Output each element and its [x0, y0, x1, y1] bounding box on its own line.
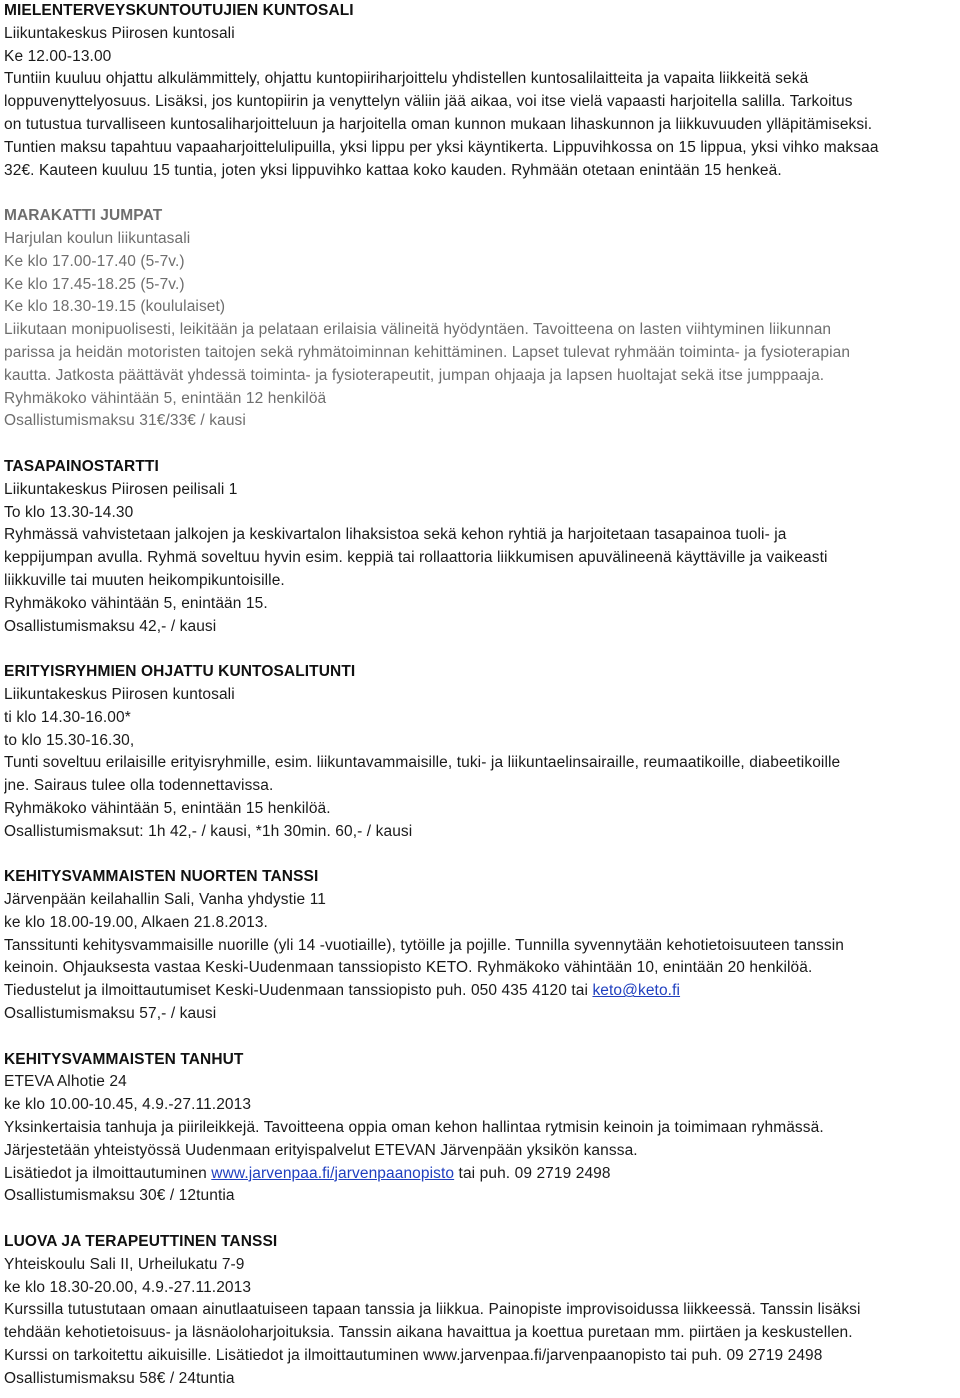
description-line: Tuntiin kuuluu ohjattu alkulämmittely, ohjattu kuntopiiriharjoittelu yhdistellen kuntosalilaitteita ja vapaita liikkeitä sekä	[4, 70, 809, 88]
contact-text: Tiedustelut ja ilmoittautumiset Keski-Uudenmaan tanssiopisto puh. 050 435 4120 tai	[4, 982, 593, 1000]
description-line: Kurssilla tutustutaan omaan ainutlaatuiseen tapaan tanssia ja liikkua. Painopiste improvisoidussa liikkeessä. Tanssin lisäksi	[4, 1301, 861, 1319]
description-line: kautta. Jatkosta päättävät yhdessä toiminta- ja fysioterapeutit, jumpan ohjaaja ja lapsen huoltajat sekä itse jumppaaja.	[4, 366, 825, 384]
contact-line	[4, 980, 956, 1003]
info-phone: tai puh. 09 2719 2498	[454, 1164, 611, 1182]
description-line: keinoin. Ohjauksesta vastaa Keski-Uudenmaan tanssiopisto KETO. Ryhmäkoko vähintään 10, enintään 20 henkilöä.	[4, 959, 813, 977]
section-mielenterveyskuntoutujien-kuntosali	[4, 0, 956, 182]
section-title: LUOVA JA TERAPEUTTINEN TANSSI	[4, 1233, 278, 1251]
section-kehitysvammaisten-tanhut	[4, 1049, 956, 1209]
section-time: To klo 13.30-14.30	[4, 503, 134, 521]
description-line: Yksinkertaisia tanhuja ja piirileikkejä. Tavoitteena oppia oman kehon hallintaa rytmisin keinoin ja toimimaan ryhmässä.	[4, 1119, 824, 1137]
description-line: on tutustua turvalliseen kuntosaliharjoitteluun ja harjoitella oman kunnon mukaan lihaskunnon ja liikkuvuuden ylläpitämiseksi.	[4, 115, 873, 133]
email-link[interactable]: keto@keto.fi	[592, 982, 681, 1000]
spacer	[4, 182, 956, 205]
spacer	[4, 638, 956, 661]
description-line: Järjestetään yhteistyössä Uudenmaan erityispalvelut ETEVAN Järvenpään yksikön kanssa.	[4, 1141, 638, 1159]
spacer	[4, 433, 956, 456]
fee: Osallistumismaksu 42,- / kausi	[4, 617, 217, 635]
section-time: Ke 12.00-13.00	[4, 47, 112, 65]
description-line: liikkuville tai muuten heikompikuntoisille.	[4, 571, 285, 589]
section-title: KEHITYSVAMMAISTEN NUORTEN TANSSI	[4, 868, 319, 886]
info-text: Lisätiedot ja ilmoittautuminen	[4, 1164, 212, 1182]
section-title: MARAKATTI JUMPAT	[4, 207, 163, 225]
spacer	[4, 1208, 956, 1231]
description-line: Ryhmässä vahvistetaan jalkojen ja keskivartalon lihaksistoa sekä kehon ryhtiä ja harjoitetaan tasapainoa tuoli- ja	[4, 526, 787, 544]
section-luova-ja-terapeuttinen-tanssi	[4, 1231, 956, 1391]
description-line: Kurssi on tarkoitettu aikuisille. Lisätiedot ja ilmoittautuminen www.jarvenpaa.fi/jarvenpaanopisto tai puh. 09 2719 2498	[4, 1347, 823, 1365]
section-title: KEHITYSVAMMAISTEN TANHUT	[4, 1050, 244, 1068]
description-line: Tanssitunti kehitysvammaisille nuorille (yli 14 -vuotiaille), tytöille ja pojille. Tunnilla syvennytään kehotietoisuuteen tanssin	[4, 936, 844, 954]
description-line: jne. Sairaus tulee olla todennettavissa.	[4, 777, 274, 795]
section-time: ke klo 10.00-10.45, 4.9.-27.11.2013	[4, 1096, 252, 1114]
description-line: 32€. Kauteen kuuluu 15 tuntia, joten yksi lippuvihko kattaa koko kauden. Ryhmään otetaan enintään 15 henkeä.	[4, 161, 782, 179]
description-line: loppuvenyttelyosuus. Lisäksi, jos kuntopiirin ja venyttelyn väliin jää aikaa, voi itse vielä vapaasti harjoitella salilla. Tarkoitus	[4, 93, 853, 111]
description-line: parissa ja heidän motoristen taitojen sekä ryhmätoiminnan kehittäminen. Lapset tulevat ryhmään toiminta- ja fysioterapian	[4, 343, 851, 361]
description-line: Liikutaan monipuolisesti, leikitään ja pelataan erilaisia välineitä hyödyntäen. Tavoitteena on lasten viihtyminen liikunnan	[4, 321, 832, 339]
fee: Osallistumismaksu 31€/33€ / kausi	[4, 412, 246, 430]
section-time: ke klo 18.30-20.00, 4.9.-27.11.2013	[4, 1278, 252, 1296]
section-title: MIELENTERVEYSKUNTOUTUJIEN KUNTOSALI	[4, 2, 354, 19]
section-place: Liikuntakeskus Piirosen peilisali 1	[4, 480, 238, 498]
section-time: ti klo 14.30-16.00*	[4, 708, 131, 726]
section-tasapainostartti	[4, 456, 956, 638]
description-line: Tunti soveltuu erilaisille erityisryhmille, esim. liikuntavammaisille, tuki- ja liikuntaelinsairaille, reumaatikoille, diabeetikoille	[4, 754, 841, 772]
section-place: ETEVA Alhotie 24	[4, 1073, 127, 1091]
section-place: Järvenpään keilahallin Sali, Vanha yhdystie 11	[4, 891, 326, 909]
section-marakatti-jumpat	[4, 205, 956, 433]
section-time: to klo 15.30-16.30,	[4, 731, 135, 749]
description-line: Tuntien maksu tapahtuu vapaaharjoittelulipuilla, yksi lippu per yksi käyntikerta. Lippuvihkossa on 15 lippua, yksi vihko maksaa	[4, 138, 879, 156]
fee: Osallistumismaksu 30€ / 12tuntia	[4, 1187, 235, 1205]
description-line: keppijumpan avulla. Ryhmä soveltuu hyvin esim. keppiä tai rollaattoria liikkumisen apuvälineenä käyttäville ja vaikeasti	[4, 549, 828, 567]
description-line: tehdään kehotietoisuus- ja läsnäoloharjoituksia. Tanssin aikana havaittua ja koettua puretaan mm. piirtäen ja keskustellen.	[4, 1324, 853, 1342]
section-kehitysvammaisten-nuorten-tanssi	[4, 866, 956, 1026]
fee: Osallistumismaksut: 1h 42,- / kausi, *1h 30min. 60,- / kausi	[4, 822, 413, 840]
section-place: Liikuntakeskus Piirosen kuntosali	[4, 24, 235, 42]
spacer	[4, 843, 956, 866]
section-title: ERITYISRYHMIEN OHJATTU KUNTOSALITUNTI	[4, 663, 356, 681]
section-time: Ke klo 17.00-17.40 (5-7v.)	[4, 252, 185, 270]
group-size: Ryhmäkoko vähintään 5, enintään 15 henkilöä.	[4, 799, 331, 817]
website-link[interactable]: www.jarvenpaa.fi/jarvenpaanopisto	[211, 1164, 455, 1182]
info-line	[4, 1163, 956, 1186]
section-time: Ke klo 17.45-18.25 (5-7v.)	[4, 275, 185, 293]
spacer	[4, 1026, 956, 1049]
group-size: Ryhmäkoko vähintään 5, enintään 12 henkilöä	[4, 389, 327, 407]
section-time: ke klo 18.00-19.00, Alkaen 21.8.2013.	[4, 913, 268, 931]
section-erityisryhmien-kuntosalitunti	[4, 661, 956, 843]
section-place: Liikuntakeskus Piirosen kuntosali	[4, 685, 235, 703]
section-title: TASAPAINOSTARTTI	[4, 457, 159, 475]
section-place: Yhteiskoulu Sali II, Urheilukatu 7-9	[4, 1255, 245, 1273]
fee: Osallistumismaksu 57,- / kausi	[4, 1005, 217, 1023]
fee: Osallistumismaksu 58€ / 24tuntia	[4, 1369, 235, 1387]
section-time: Ke klo 18.30-19.15 (koululaiset)	[4, 298, 226, 316]
group-size: Ryhmäkoko vähintään 5, enintään 15.	[4, 594, 268, 612]
section-place: Harjulan koulun liikuntasali	[4, 229, 191, 247]
